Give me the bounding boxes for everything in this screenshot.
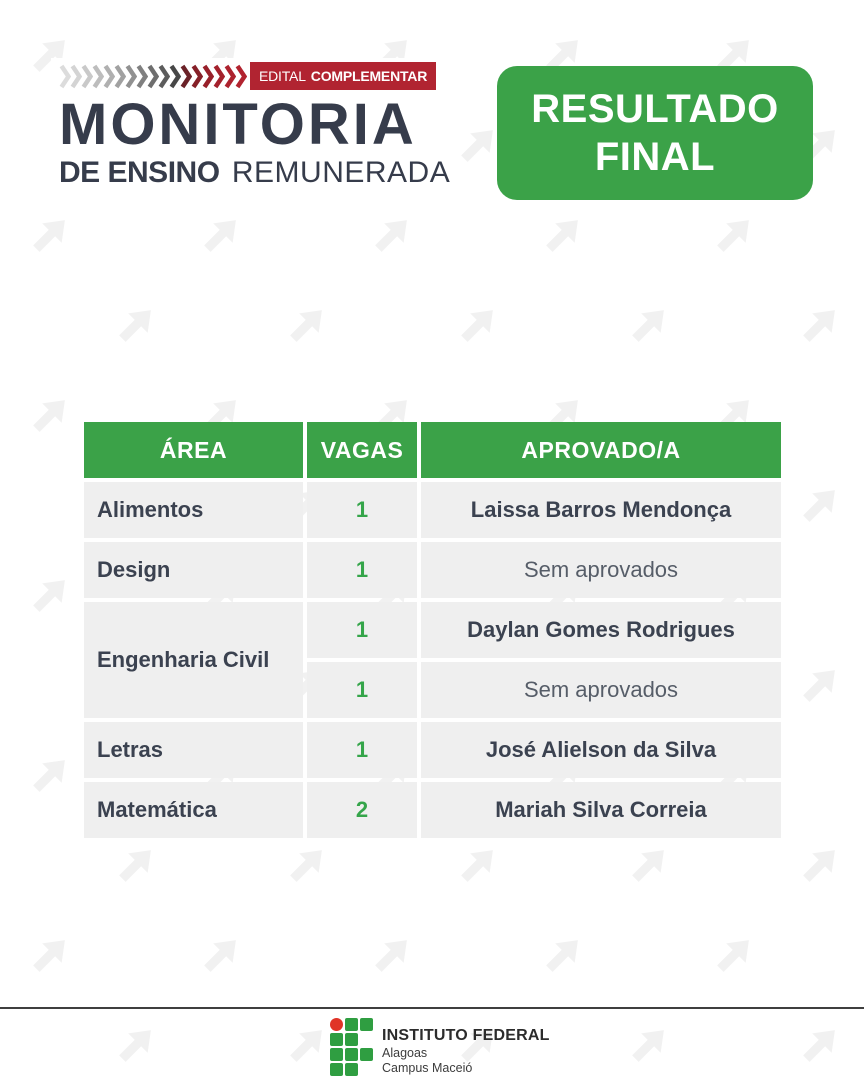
table-cell-aprovado: Daylan Gomes Rodrigues (421, 602, 781, 658)
table-cell-vagas: 2 (307, 782, 417, 838)
badge-prefix-label: EDITAL (259, 68, 306, 84)
subtitle-bold: DE ENSINO (59, 156, 220, 189)
column-header-aprovado: APROVADO/A (421, 422, 781, 478)
arrow-up-right-watermark-icon (114, 1023, 158, 1067)
subtitle-regular: REMUNERADA (231, 156, 451, 189)
arrow-up-right-watermark-icon (28, 573, 72, 617)
page-subtitle (59, 157, 459, 189)
table-cell-area: Engenharia Civil (84, 602, 303, 718)
result-line2: FINAL (594, 135, 716, 179)
results-table (84, 422, 781, 838)
arrow-up-right-watermark-icon (627, 303, 671, 347)
arrow-up-right-watermark-icon (541, 933, 585, 977)
column-header-area: ÁREA (84, 422, 303, 478)
footer (330, 1018, 550, 1076)
arrow-up-right-watermark-icon (798, 663, 842, 707)
result-final-box (497, 66, 813, 200)
brand-header (51, 58, 459, 195)
chevrons-decoration (59, 63, 246, 90)
org-name: INSTITUTO FEDERAL (382, 1027, 550, 1044)
arrow-up-right-watermark-icon (798, 483, 842, 527)
org-text (382, 1018, 550, 1076)
table-cell-area: Alimentos (84, 482, 303, 538)
arrow-up-right-watermark-icon (456, 123, 500, 167)
table-cell-vagas: 1 (307, 722, 417, 778)
instituto-federal-logo (330, 1018, 373, 1076)
arrow-up-right-watermark-icon (199, 213, 243, 257)
arrow-up-right-watermark-icon (114, 843, 158, 887)
table-cell-area: Design (84, 542, 303, 598)
arrow-up-right-watermark-icon (285, 303, 329, 347)
arrow-up-right-watermark-icon (541, 213, 585, 257)
logo-dot (330, 1018, 343, 1031)
arrow-up-right-watermark-icon (798, 303, 842, 347)
org-campus: Campus Maceió (382, 1061, 473, 1075)
arrow-up-right-watermark-icon (456, 303, 500, 347)
chevron-right-icon (235, 63, 247, 90)
arrow-up-right-watermark-icon (285, 1023, 329, 1067)
arrow-up-right-watermark-icon (28, 213, 72, 257)
arrow-up-right-watermark-icon (285, 843, 329, 887)
edital-badge (250, 62, 436, 90)
arrow-up-right-watermark-icon (627, 1023, 671, 1067)
table-cell-aprovado: Mariah Silva Correia (421, 782, 781, 838)
page-title: MONITORIA (59, 92, 417, 157)
arrow-up-right-watermark-icon (798, 1023, 842, 1067)
table-cell-aprovado: José Alielson da Silva (421, 722, 781, 778)
org-state: Alagoas (382, 1046, 428, 1060)
badge-bold-label: COMPLEMENTAR (310, 68, 428, 84)
arrow-up-right-watermark-icon (114, 303, 158, 347)
arrow-up-right-watermark-icon (712, 213, 756, 257)
result-line1: RESULTADO (531, 87, 779, 131)
arrow-up-right-watermark-icon (456, 843, 500, 887)
table-cell-aprovado: Sem aprovados (421, 542, 781, 598)
table-cell-vagas: 1 (307, 542, 417, 598)
arrow-up-right-watermark-icon (199, 933, 243, 977)
arrow-up-right-watermark-icon (370, 933, 414, 977)
table-cell-aprovado: Sem aprovados (421, 662, 781, 718)
arrow-up-right-watermark-icon (798, 843, 842, 887)
table-cell-vagas: 1 (307, 482, 417, 538)
arrow-up-right-watermark-icon (28, 933, 72, 977)
brand-top-strip (59, 62, 459, 90)
table-cell-aprovado: Laissa Barros Mendonça (421, 482, 781, 538)
column-header-vagas: VAGAS (307, 422, 417, 478)
arrow-up-right-watermark-icon (627, 843, 671, 887)
footer-divider (0, 1007, 864, 1009)
table-cell-area: Letras (84, 722, 303, 778)
arrow-up-right-watermark-icon (370, 213, 414, 257)
table-cell-vagas: 1 (307, 602, 417, 658)
table-cell-vagas: 1 (307, 662, 417, 718)
table-cell-area: Matemática (84, 782, 303, 838)
arrow-up-right-watermark-icon (28, 393, 72, 437)
arrow-up-right-watermark-icon (28, 753, 72, 797)
arrow-up-right-watermark-icon (712, 933, 756, 977)
